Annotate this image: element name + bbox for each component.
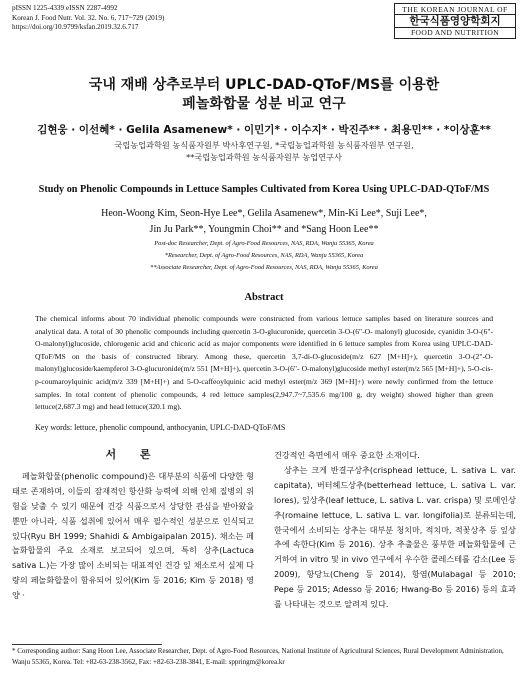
citation-line: Korean J. Food Nutr. Vol. 32. No. 6, 717~729 (2019) [12, 13, 165, 22]
authors-ko: 김현웅 · 이선혜* · Gelila Asamenew* · 이민기* · 이수지* · 박진주** · 최용민** · *이상훈** [37, 124, 491, 136]
keywords: Key words: lettuce, phenolic compound, anthocyanin, UPLC-DAD-QToF/MS [35, 423, 286, 432]
journal-name-ko: 한국식품영양학회지 [395, 14, 515, 28]
abstract-heading: Abstract [244, 292, 284, 303]
authors-en [0, 206, 528, 237]
intro-paragraph-1-cont: 건강적인 측면에서 매우 중요한 소재이다. [274, 450, 420, 460]
issn-line: pISSN 1225-4339 eISSN 2287-4992 [12, 4, 118, 12]
intro-paragraph-2: 상추는 크게 반결구상추(crisphead lettuce, L. sativa L. var. capitata), 버터헤드상추(betterhead lettuce, L. sativa L. var. lores), 잎상추(leaf lettuce, L. sativa L. var. crispa) 및 로메인상추(romaine lettuce, L. sativa L. var. longifolia)로 분류되는데, 한국에서 소비되는 상추는 대부분 청치마, 적치마, 적꽃상추 등 잎상추에 속한다(Kim 등 2016). 상추 추출물은 풍부한 페놀화합물에 근거하여 in vitro 및 in vivo 연구에서 우수한 콜레스테롤 감소(Lee 등 2009), 항당뇨(Cheng 등 2014), 항염(Mulabagal 등 2010; Pepe 등 2015; Adesso 등 2016; Hwang-Bo 등 2016) 등의 효과를 나타내는 것으로 알려져 있다. [274, 464, 516, 610]
journal-name-en-bottom: FOOD AND NUTRITION [410, 28, 500, 37]
title-ko [0, 76, 528, 114]
affiliations-ko [0, 140, 528, 163]
intro-paragraph-1: 페놀화합물(phenolic compound)은 대부분의 식품에 다양한 형태로 존재하며, 이들의 잠재적인 항산화 능력에 의해 인체 질병의 위험을 낮출 수 있기 때문에 건강 식품으로서 상당한 관심을 받아왔을 뿐만 아니라, 식품 섭취에 있어서 매우 필수적인 성분으로 인식되고 있다(Ryu BH 1999; Shahidi & Ambigaipalan 2015). 채소는 페놀화합물의 주요 소재로 보고되어 있으며, 특히 상추(Lactuca sativa L.)는 가장 많이 소비되는 대표적인 건강 잎 채소로서 실제 다량의 페놀화합물이 함유되어 있어(Kim 등 2016; Kim 등 2018) 영양 · [12, 470, 254, 601]
title-ko-line1: 국내 재배 상추로부터 UPLC-DAD-QToF/MS를 이용한 [88, 77, 440, 93]
authors-en-line1: Heon-Woong Kim, Seon-Hye Lee*, Gelila Asamenew*, Min-Ki Lee*, Suji Lee*, [101, 208, 427, 219]
affil-en-1: Post-doc Researcher, Dept. of Agro-Food Resources, NAS, RDA, Wanju 55365, Korea [154, 240, 374, 247]
body-right-column [274, 448, 516, 612]
authors-en-line2: Jin Ju Park**, Youngmin Choi** and *Sang Hoon Lee** [149, 223, 379, 235]
title-en: Study on Phenolic Compounds in Lettuce Samples Cultivated from Korea Using UPLC-DAD-QToF/MS [38, 184, 490, 195]
affiliations-en [0, 238, 528, 274]
corresponding-author-footnote: * Corresponding author: Sang Hoon Lee, Associate Researcher, Dept. of Agro-Food Resources, National Institute of Agricultural Sciences, Rural Development Administration, Wanju 55365, Korea. Tel: +82-63-238-3562, Fax: +82-63-238-3841, E-mail: sppringm@korea.kr [12, 647, 504, 666]
footnote-divider [12, 644, 162, 645]
affil-ko-2: **국립농업과학원 농식품자원부 농업연구사 [186, 151, 342, 162]
body-left-column [12, 448, 254, 603]
title-ko-line2: 페놀화합물 성분 비교 연구 [182, 96, 346, 112]
journal-logo [394, 3, 516, 39]
journal-name-en-top: THE KOREAN JOURNAL OF [402, 5, 508, 14]
abstract-text: The chemical informs about 70 individual phenolic compounds were constructed from various lettuce samples based on literature sources and analytical data. A total of 30 phenolic compounds including quercetin 3-O-glucuronide, quercetin 3-O-(6"-O- malonyl) glucoside, cyanidin 3-O-(6"-O-malonyl)glucoside, chlorogenic acid and chicoric acid as major components were identified in 6 lettuce samples from Korea using UPLC-DAD-QToF/MS on the basis of constructed library. Among these, quercetin 3,7-di-O-glucoside(m/z 627 [M+H]+), quercetin 3-O-(2"-O-malonyl)glucoside/kaempferol 3-O-glucuronide(m/z 551 [M+H]+), quercetin 3-O-(6"- O-malonyl)glucoside methyl ester(m/z 565 [M+H]+), 5-O-cis-p-coumaroylquinic acid(m/z 339 [M+H]+) and 5-O-caffeoylquinic acid methyl ester(m/z 369 [M+H]+) were newly confirmed from the lettuce samples. In total content of phenolic compounds, 4 red lettuce samples(2,947.7~7,535.6 mg/100 g, dry weight) showed higher than green lettuce(2,687.3 mg) and head lettuce(320.1 mg). [35, 314, 493, 412]
header-meta [12, 4, 164, 33]
doi-link[interactable]: https://doi.org/10.9799/ksfan.2019.32.6.717 [12, 23, 139, 32]
affil-en-2: *Researcher, Dept. of Agro-Food Resources, NAS, RDA, Wanju 55365, Korea [164, 252, 364, 259]
affil-en-3: **Associate Researcher, Dept. of Agro-Food Resources, NAS, RDA, Wanju 55365, Korea [150, 264, 378, 271]
affil-ko-1: 국립농업과학원 농식품자원부 박사후연구원, *국립농업과학원 농식품자원부 연구원, [114, 140, 414, 150]
intro-heading: 서 론 [105, 448, 161, 461]
